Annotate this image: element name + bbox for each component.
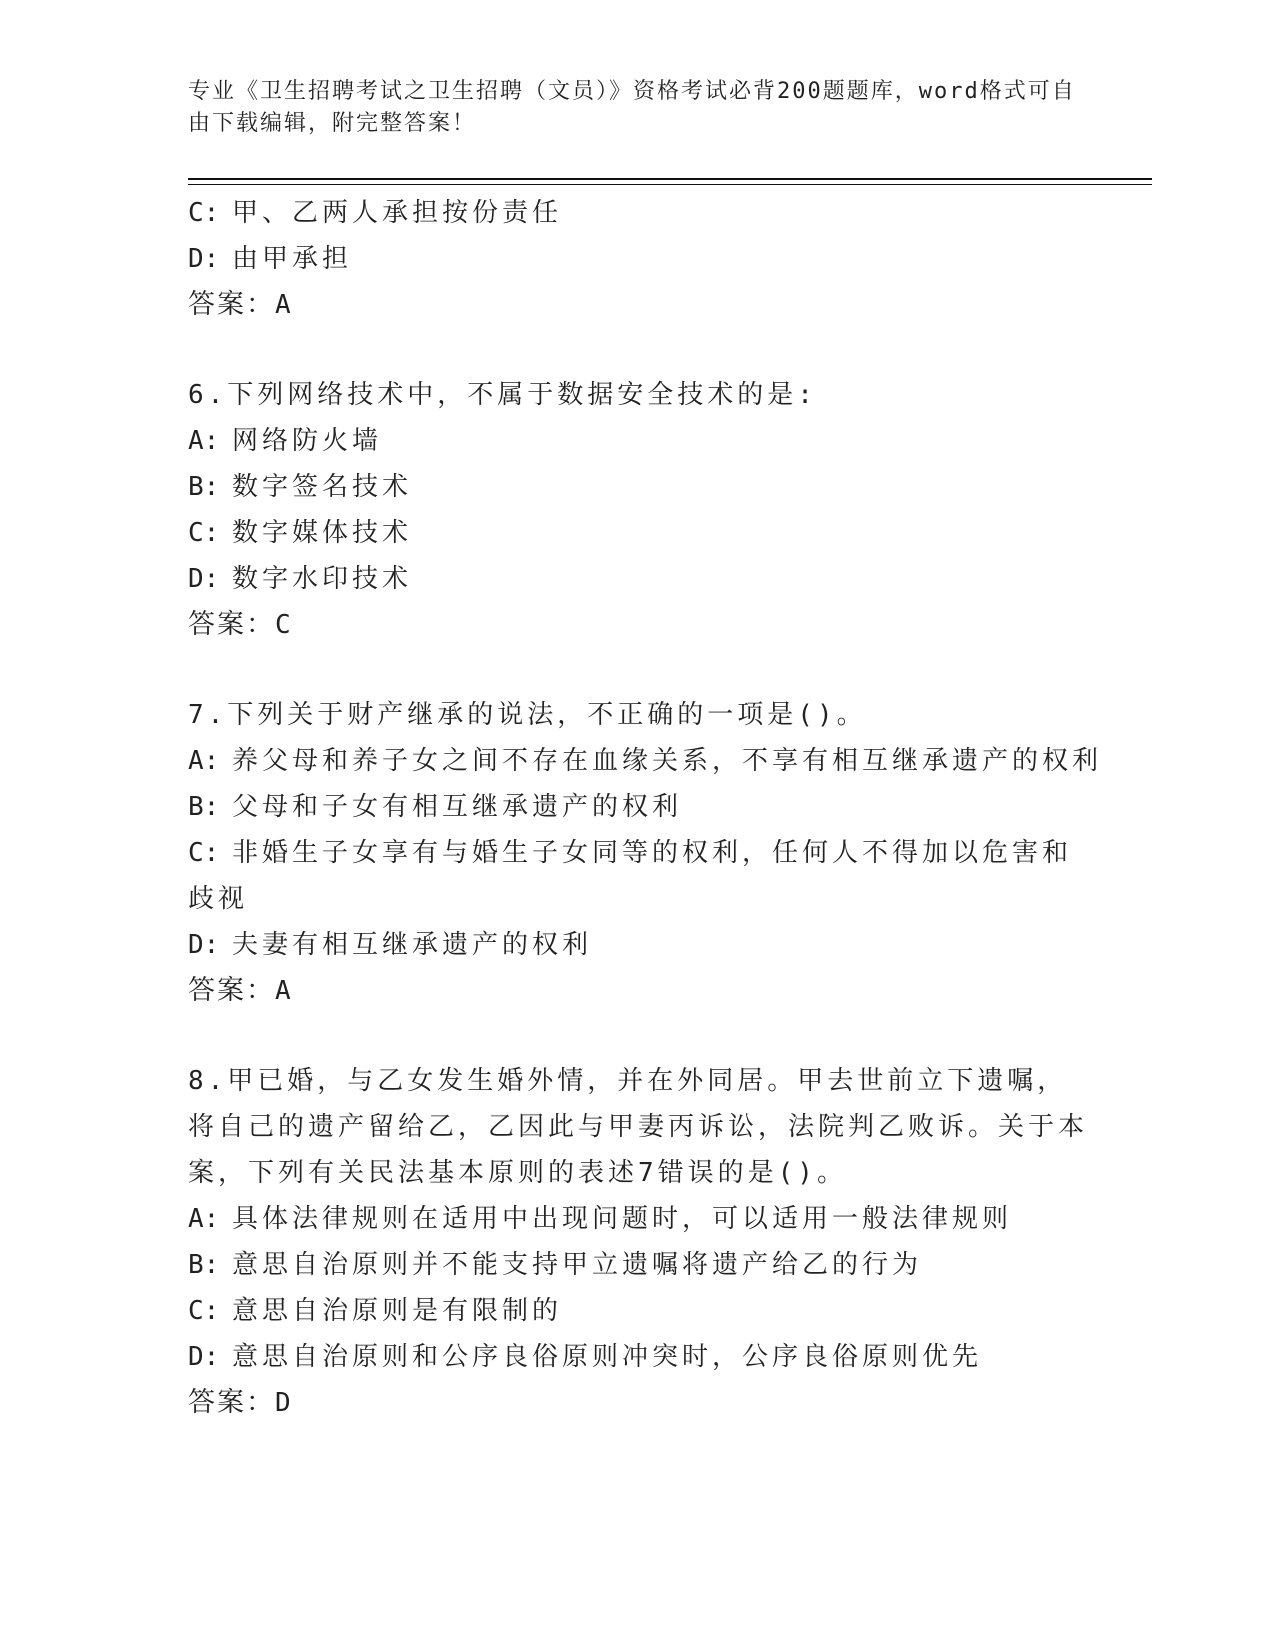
answer-line [188,282,1088,328]
option-key: B: [188,472,220,502]
answer-label: 答案： [188,289,275,320]
option-key: B: [188,1250,220,1280]
option-line [188,922,1088,968]
answer-value: C [275,610,293,640]
option-line [188,556,1088,602]
option-key: D: [188,1342,220,1372]
header-divider-thick [188,178,1152,180]
answer-value: A [275,976,293,1006]
question-stem: 6.下列网络技术中，不属于数据安全技术的是: [188,380,817,410]
option-line [188,464,1088,510]
answer-line [188,602,1088,648]
option-line [188,1334,1088,1380]
option-key: C: [188,1296,220,1326]
option-line [188,1196,1088,1242]
option-text: 由甲承担 [232,244,353,274]
option-key: D: [188,564,220,594]
option-line [188,510,1088,556]
answer-value: A [275,290,293,320]
option-text: 养父母和养子女之间不存在血缘关系，不享有相互继承遗产的权利 [232,746,1103,776]
question-content [188,190,1103,1426]
option-key: A: [188,1204,220,1234]
answer-line [188,968,1088,1014]
option-text: 非婚生子女享有与婚生子女同等的权利，任何人不得加以危害和歧视 [188,838,1073,914]
option-text: 数字媒体技术 [232,518,413,548]
option-line [188,738,1103,784]
answer-line [188,1380,1088,1426]
option-text: 意思自治原则是有限制的 [232,1296,563,1326]
question-stem: 7.下列关于财产继承的说法，不正确的一项是()。 [188,700,867,730]
option-key: C: [188,838,220,868]
option-text: 意思自治原则和公序良俗原则冲突时，公序良俗原则优先 [232,1342,983,1372]
option-line [188,190,1088,236]
option-key: A: [188,426,220,456]
option-line [188,236,1088,282]
option-key: B: [188,792,220,822]
option-line [188,1288,1088,1334]
option-text: 夫妻有相互继承遗产的权利 [232,930,593,960]
question-block [188,372,1088,648]
option-text: 具体法律规则在适用中出现问题时，可以适用一般法律规则 [232,1204,1013,1234]
option-text: 甲、乙两人承担按份责任 [232,198,563,228]
option-key: C: [188,198,220,228]
option-line [188,418,1088,464]
question-block [188,1058,1088,1426]
option-line [188,1242,1088,1288]
option-key: A: [188,746,220,776]
header-text: 专业《卫生招聘考试之卫生招聘（文员）》资格考试必背200题题库，word格式可自由下载编辑，附完整答案！ [188,79,1076,136]
option-text: 意思自治原则并不能支持甲立遗嘱将遗产给乙的行为 [232,1250,923,1280]
question-block [188,692,1103,1014]
document-header [188,76,1088,140]
option-text: 数字水印技术 [232,564,413,594]
option-text: 网络防火墙 [232,426,383,456]
answer-label: 答案： [188,975,275,1006]
option-text: 父母和子女有相互继承遗产的权利 [232,792,683,822]
option-key: D: [188,930,220,960]
option-line [188,784,1088,830]
option-key: C: [188,518,220,548]
option-line [188,830,1088,922]
option-key: D: [188,244,220,274]
answer-label: 答案： [188,609,275,640]
answer-label: 答案： [188,1387,275,1418]
answer-value: D [275,1388,293,1418]
carry-over-block [188,190,1088,328]
header-divider-thin [188,184,1152,185]
option-text: 数字签名技术 [232,472,413,502]
question-stem: 8.甲已婚，与乙女发生婚外情，并在外同居。甲去世前立下遗嘱，将自己的遗产留给乙，乙因此与甲妻丙诉讼，法院判乙败诉。关于本案，下列有关民法基本原则的表述7错误的是()。 [188,1066,1089,1188]
